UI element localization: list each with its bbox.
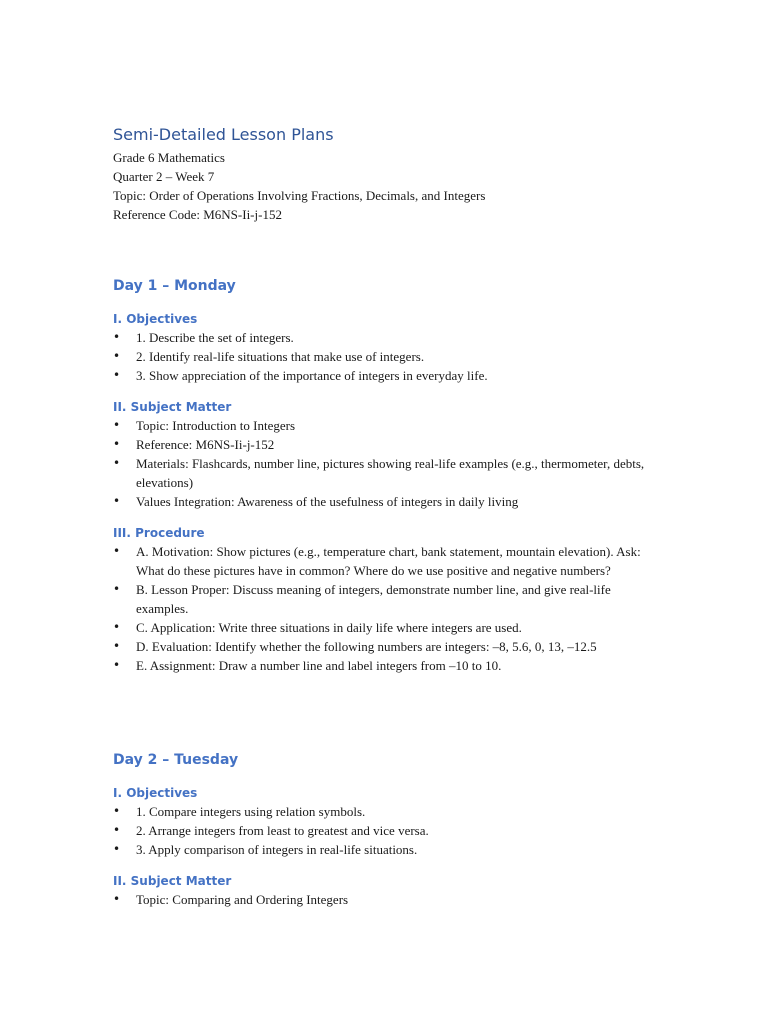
document-header <box>113 124 658 224</box>
list-item: • Topic: Introduction to Integers <box>113 418 296 433</box>
day1-objectives-heading: I. Objectives <box>113 312 198 326</box>
bullet-icon: • <box>113 823 121 837</box>
list-item: • 2. Identify real-life situations that make use of integers. <box>113 349 425 364</box>
day1-subject-matter-list <box>113 416 658 511</box>
bullet-icon: • <box>113 349 121 363</box>
list-item: • Topic: Comparing and Ordering Integers <box>113 892 349 907</box>
list-item: • Materials: Flashcards, number line, pictures showing real-life examples (e.g., thermometer, debts, elevations) <box>113 456 645 490</box>
day2-objectives-list <box>113 802 658 859</box>
bullet-icon: • <box>113 639 121 653</box>
list-item: • E. Assignment: Draw a number line and label integers from –10 to 10. <box>113 658 502 673</box>
bullet-icon: • <box>113 544 121 558</box>
list-item: • 1. Describe the set of integers. <box>113 330 294 345</box>
bullet-icon: • <box>113 582 121 596</box>
bullet-icon: • <box>113 456 121 470</box>
list-item: • 3. Apply comparison of integers in real-life situations. <box>113 842 418 857</box>
bullet-icon: • <box>113 842 121 856</box>
day1-section <box>113 276 658 675</box>
bullet-icon: • <box>113 368 121 382</box>
list-item: • 3. Show appreciation of the importance of integers in everyday life. <box>113 368 488 383</box>
list-item: • A. Motivation: Show pictures (e.g., temperature chart, bank statement, mountain elevation). Ask: What do these pictures have in common? Where do we use positive and negative numbers? <box>113 544 641 578</box>
list-item: • 2. Arrange integers from least to greatest and vice versa. <box>113 823 429 838</box>
topic-line: Topic: Order of Operations Involving Fractions, Decimals, and Integers <box>113 188 486 203</box>
day2-objectives-heading: I. Objectives <box>113 786 198 800</box>
day1-subject-matter-heading: II. Subject Matter <box>113 400 232 414</box>
reference-line: Reference Code: M6NS-Ii-j-152 <box>113 207 282 222</box>
list-item: • 1. Compare integers using relation symbols. <box>113 804 366 819</box>
bullet-icon: • <box>113 418 121 432</box>
day2-heading: Day 2 – Tuesday <box>113 752 239 768</box>
bullet-icon: • <box>113 804 121 818</box>
day2-subject-matter-list <box>113 890 658 909</box>
bullet-icon: • <box>113 437 121 451</box>
day1-procedure-heading: III. Procedure <box>113 526 205 540</box>
day1-procedure-list <box>113 542 658 675</box>
bullet-icon: • <box>113 658 121 672</box>
list-item: • Reference: M6NS-Ii-j-152 <box>113 437 275 452</box>
quarter-line: Quarter 2 – Week 7 <box>113 169 215 184</box>
day2-section <box>113 750 658 909</box>
list-item: • C. Application: Write three situations in daily life where integers are used. <box>113 620 522 635</box>
bullet-icon: • <box>113 620 121 634</box>
day2-subject-matter-heading: II. Subject Matter <box>113 874 232 888</box>
bullet-icon: • <box>113 892 121 906</box>
list-item: • B. Lesson Proper: Discuss meaning of integers, demonstrate number line, and give real-life examples. <box>113 582 611 616</box>
list-item: • Values Integration: Awareness of the usefulness of integers in daily living <box>113 494 519 509</box>
bullet-icon: • <box>113 494 121 508</box>
document-title: Semi-Detailed Lesson Plans <box>113 125 334 144</box>
bullet-icon: • <box>113 330 121 344</box>
day1-heading: Day 1 – Monday <box>113 278 236 294</box>
list-item: • D. Evaluation: Identify whether the following numbers are integers: –8, 5.6, 0, 13, –12.5 <box>113 639 597 654</box>
grade-line: Grade 6 Mathematics <box>113 150 225 165</box>
day1-objectives-list <box>113 328 658 385</box>
